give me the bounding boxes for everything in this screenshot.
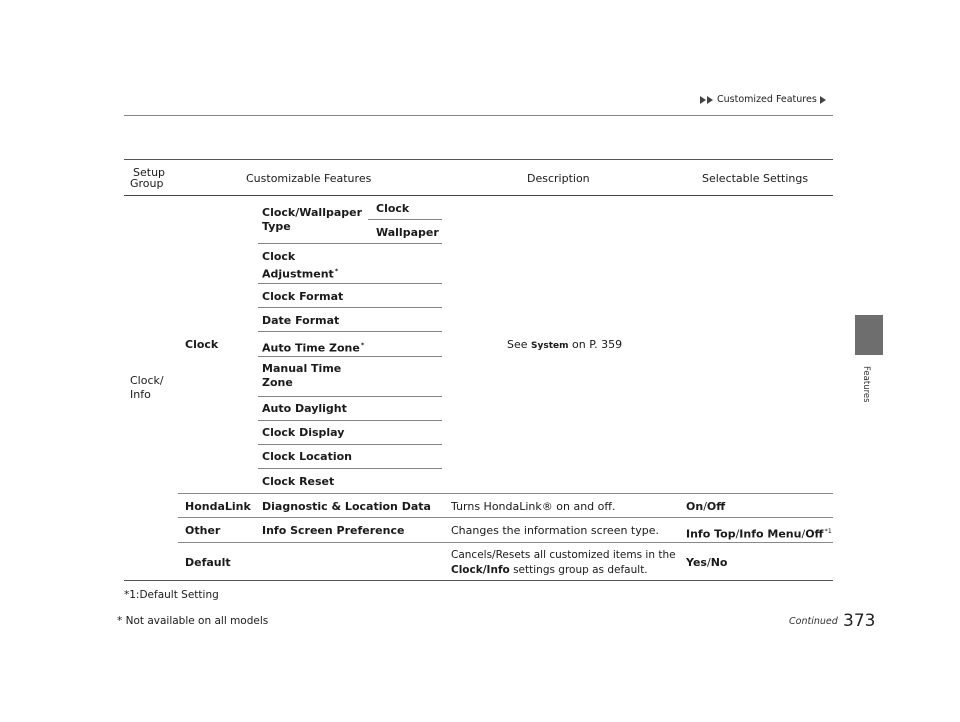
breadcrumb-arrow-icon: [820, 96, 826, 104]
feature-info-screen-preference: Info Screen Preference: [262, 524, 405, 537]
feature-clock-location: Clock Location: [262, 450, 352, 463]
row-rule: [178, 542, 833, 543]
header-setup-group: Setup: [133, 166, 166, 179]
header-setup-group-2: Group: [130, 177, 164, 190]
feature-clock-display: Clock Display: [262, 426, 345, 439]
feature-date-format: Date Format: [262, 314, 340, 327]
continued-label: Continued: [789, 616, 838, 627]
row-rule: [258, 444, 442, 445]
section-tab-marker: [855, 315, 883, 355]
default-description: Cancels/Resets all customized items in the Clock/Info settings group as default.: [451, 549, 676, 576]
system-link[interactable]: System: [531, 341, 569, 351]
breadcrumb-arrow-icon: [707, 96, 713, 104]
footnote-not-available: * Not available on all models: [117, 615, 269, 627]
row-rule: [258, 307, 442, 308]
header-description: Description: [527, 172, 590, 185]
row-rule: [258, 396, 442, 397]
feature-clock-wallpaper-type: Clock/Wallpaper Type: [262, 206, 363, 233]
option-clock: Clock: [376, 202, 410, 215]
feature-diagnostic-location-data: Diagnostic & Location Data: [262, 500, 431, 513]
header-rule: [124, 115, 833, 116]
feature-clock-adjustment: Clock Adjustment*: [262, 250, 339, 281]
hondalink-settings: On/Off: [686, 500, 726, 513]
feature-manual-time-zone: Manual Time Zone: [262, 362, 342, 389]
breadcrumb: [700, 94, 827, 105]
header-selectable-settings: Selectable Settings: [702, 172, 809, 185]
clock-description: See System on P. 359: [507, 338, 623, 351]
other-description: Changes the information screen type.: [451, 524, 660, 537]
row-rule: [258, 420, 442, 421]
side-tab-label: Features: [861, 366, 871, 403]
table-bottom-rule: [124, 580, 833, 581]
setup-group-label: Clock/ Info: [130, 374, 164, 401]
table-top-rule: [124, 159, 833, 160]
header-bottom-rule: [124, 195, 833, 196]
subgroup-default: Default: [185, 556, 231, 569]
breadcrumb-arrow-icon: [700, 96, 706, 104]
option-wallpaper: Wallpaper: [376, 226, 439, 239]
row-rule: [258, 283, 442, 284]
row-rule: [178, 493, 833, 494]
row-rule: [368, 219, 442, 220]
row-rule: [258, 468, 442, 469]
row-rule: [258, 331, 442, 332]
other-settings: Info Top/Info Menu/Off$^{*1}$: [686, 527, 832, 541]
footnote-default-setting: *1:Default Setting: [124, 589, 219, 601]
row-rule: [258, 356, 442, 357]
row-rule: [178, 517, 833, 518]
breadcrumb-label[interactable]: Customized Features: [717, 94, 817, 105]
row-rule: [258, 243, 442, 244]
subgroup-hondalink: HondaLink: [185, 500, 251, 513]
feature-clock-reset: Clock Reset: [262, 475, 335, 488]
page-number: 373: [843, 611, 876, 631]
hondalink-description: Turns HondaLink® on and off.: [451, 500, 616, 513]
feature-auto-daylight: Auto Daylight: [262, 402, 347, 415]
feature-clock-format: Clock Format: [262, 290, 344, 303]
header-customizable-features: Customizable Features: [246, 172, 372, 185]
subgroup-other: Other: [185, 524, 221, 537]
default-settings: Yes/No: [686, 556, 728, 569]
feature-auto-time-zone: Auto Time Zone*: [262, 341, 365, 355]
subgroup-clock: Clock: [185, 338, 219, 351]
